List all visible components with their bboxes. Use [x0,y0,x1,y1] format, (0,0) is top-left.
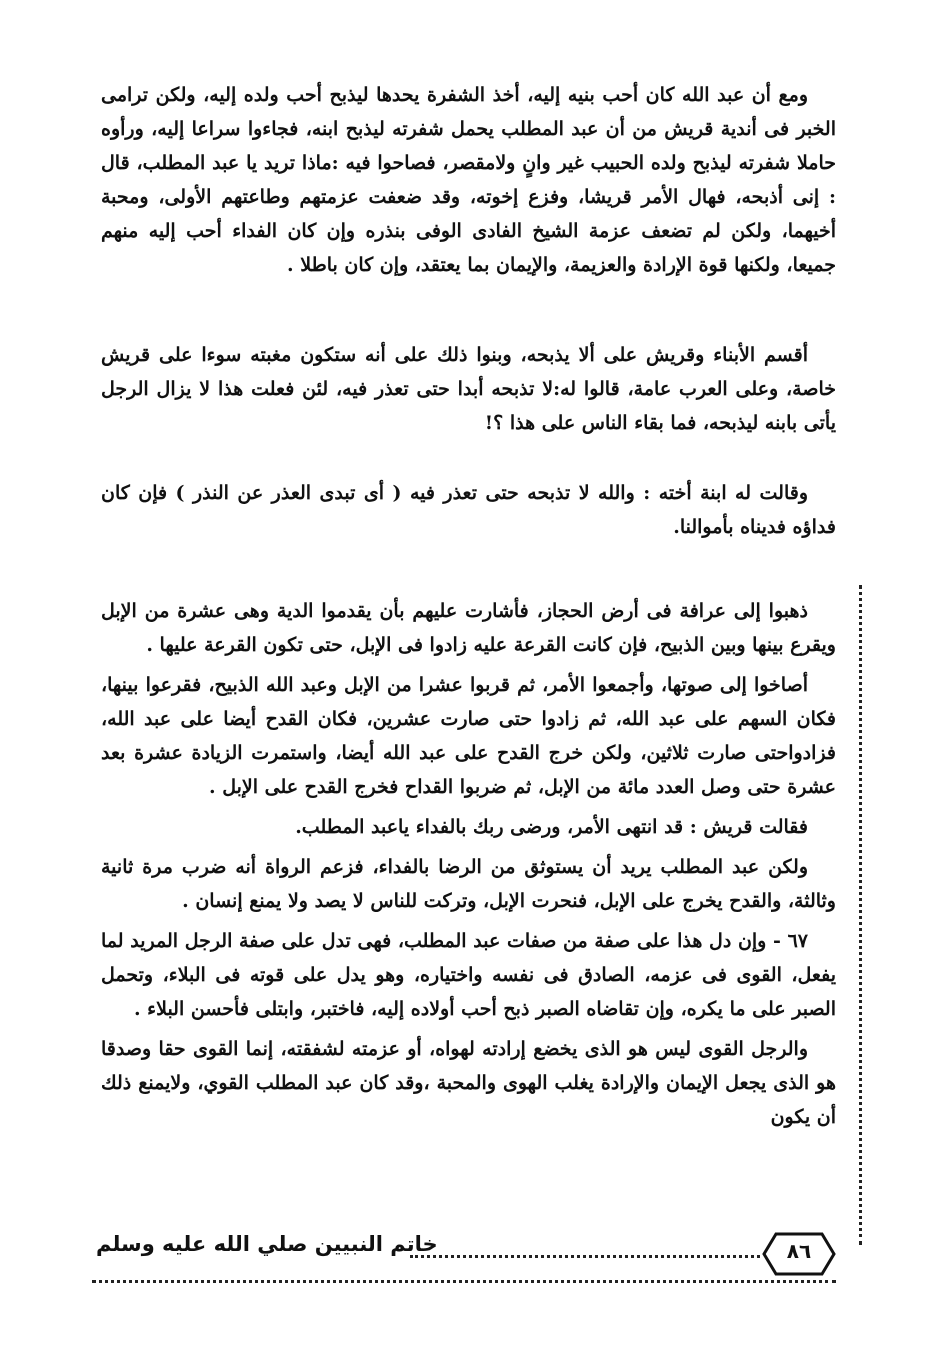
frame-border-right [853,585,862,1245]
paragraph-block-2 [101,338,836,440]
paragraph: والرجل القوى ليس هو الذى يخضع إرادته لهواه، أو عزمته لشفقته، إنما القوى حقا وصدقا هو الذى يجعل الإيمان والإرادة يغلب الهوى والمحبة ،وقد كان عبد المطلب القوي، ولايمنع ذلك أن يكون [101,1038,836,1128]
paragraph: أصاخوا إلى صوتها، وأجمعوا الأمر، ثم قربوا عشرا من الإبل وعبد الله الذبيح، فقرعوا بينها، فكان السهم على عبد الله، ثم زادوا حتى صارت عشرين، فكان القدح أيضا على عبد الله، فزادواحتى صارت ثلاثين، ولكن خرج القدح على عبد الله أيضا، واستمرت الزيادة عشرة بعد عشرة حتى وصل العدد مائة من الإبل، ثم ضربوا القداح فخرج القدح على الإبل . [101,674,836,798]
paragraph: ومع أن عبد الله كان أحب بنيه إليه، أخذ الشفرة يحدها ليذبح أحب ولده إليه، ولكن ترامى الخبر فى أندية قريش من أن عبد المطلب يحمل شفرته ليذبح ابنه، فجاءوا سراعا إليه، ورأوه حاملا شفرته ليذبح ولده الحبيب غير وانٍ ولامقصر، فصاحوا فيه :ماذا تريد يا عبد المطلب، قال : إنى أذبحه، فهال الأمر قريشا، وفزع إخوته، وقد ضعفت عزمتهم وطاعتهم الأولى، ومحبة أخيهما، ولكن لم تضعف عزمة الشيخ الفادى الوفى بنذره وإن كان الفداء أحب إليه منهم جميعا، ولكنها قوة الإرادة والعزيمة، والإيمان بما يعتقد، وإن كان باطلا . [101,84,836,276]
paragraph: أقسم الأبناء وقريش على ألا يذبحه، وبنوا ذلك على أنه ستكون مغبته سوءا على قريش خاصة، وعلى العرب عامة، قالوا له:لا تذبحه أبدا حتى تعذر فيه، لئن فعلت هذا لا يزال الرجل يأتى بابنه ليذبحه، فما بقاء الناس على هذا ؟! [101,344,836,434]
book-title: خاتم النبيين صلي الله عليه وسلم [96,1232,438,1256]
page-footer [0,1232,928,1292]
paragraph: ٦٧ - وإن دل هذا على صفة من صفات عبد المطلب، فهى تدل على صفة الرجل المريد لما يفعل، القوى فى عزمه، الصادق فى نفسه واختياره، وهو يدل على قوته فى البلاء، وتحمل الصبر على ما يكره، وإن تقاضاه الصبر ذبح أحب أولاده إليه، فاختبر، وابتلى فأحسن البلاء . [101,930,836,1020]
paragraph: ولكن عبد المطلب يريد أن يستوثق من الرضا بالفداء، فزعم الرواة أنه ضرب مرة ثانية وثالثة، والقدح يخرج على الإبل، فنحرت الإبل، وتركت للناس لا يصد ولا يمنع إنسان . [101,856,836,912]
framed-section [101,594,836,1134]
paragraph: وقالت له ابنة أخته : والله لا تذبحه حتى تعذر فيه ( أى تبدى العذر عن النذر ) فإن كان فداؤه فديناه بأموالنا. [101,482,836,538]
paragraph-block-3 [101,476,836,544]
footer-underline [92,1276,836,1283]
footer-divider [410,1251,760,1258]
paragraph-block-1 [101,78,836,282]
paragraph: ذهبوا إلى عرافة فى أرض الحجاز، فأشارت عليهم بأن يقدموا الدية وهى عشرة من الإبل ويقرع بينها وبين الذبيح، فإن كانت القرعة عليه زادوا فى الإبل، حتى تكون القرعة عليها . [101,600,836,656]
page-number: ٨٦ [786,1239,812,1263]
paragraph: فقالت قريش : قد انتهى الأمر، ورضى ربك بالفداء ياعبد المطلب. [295,816,808,838]
page-number-badge [762,1232,836,1276]
